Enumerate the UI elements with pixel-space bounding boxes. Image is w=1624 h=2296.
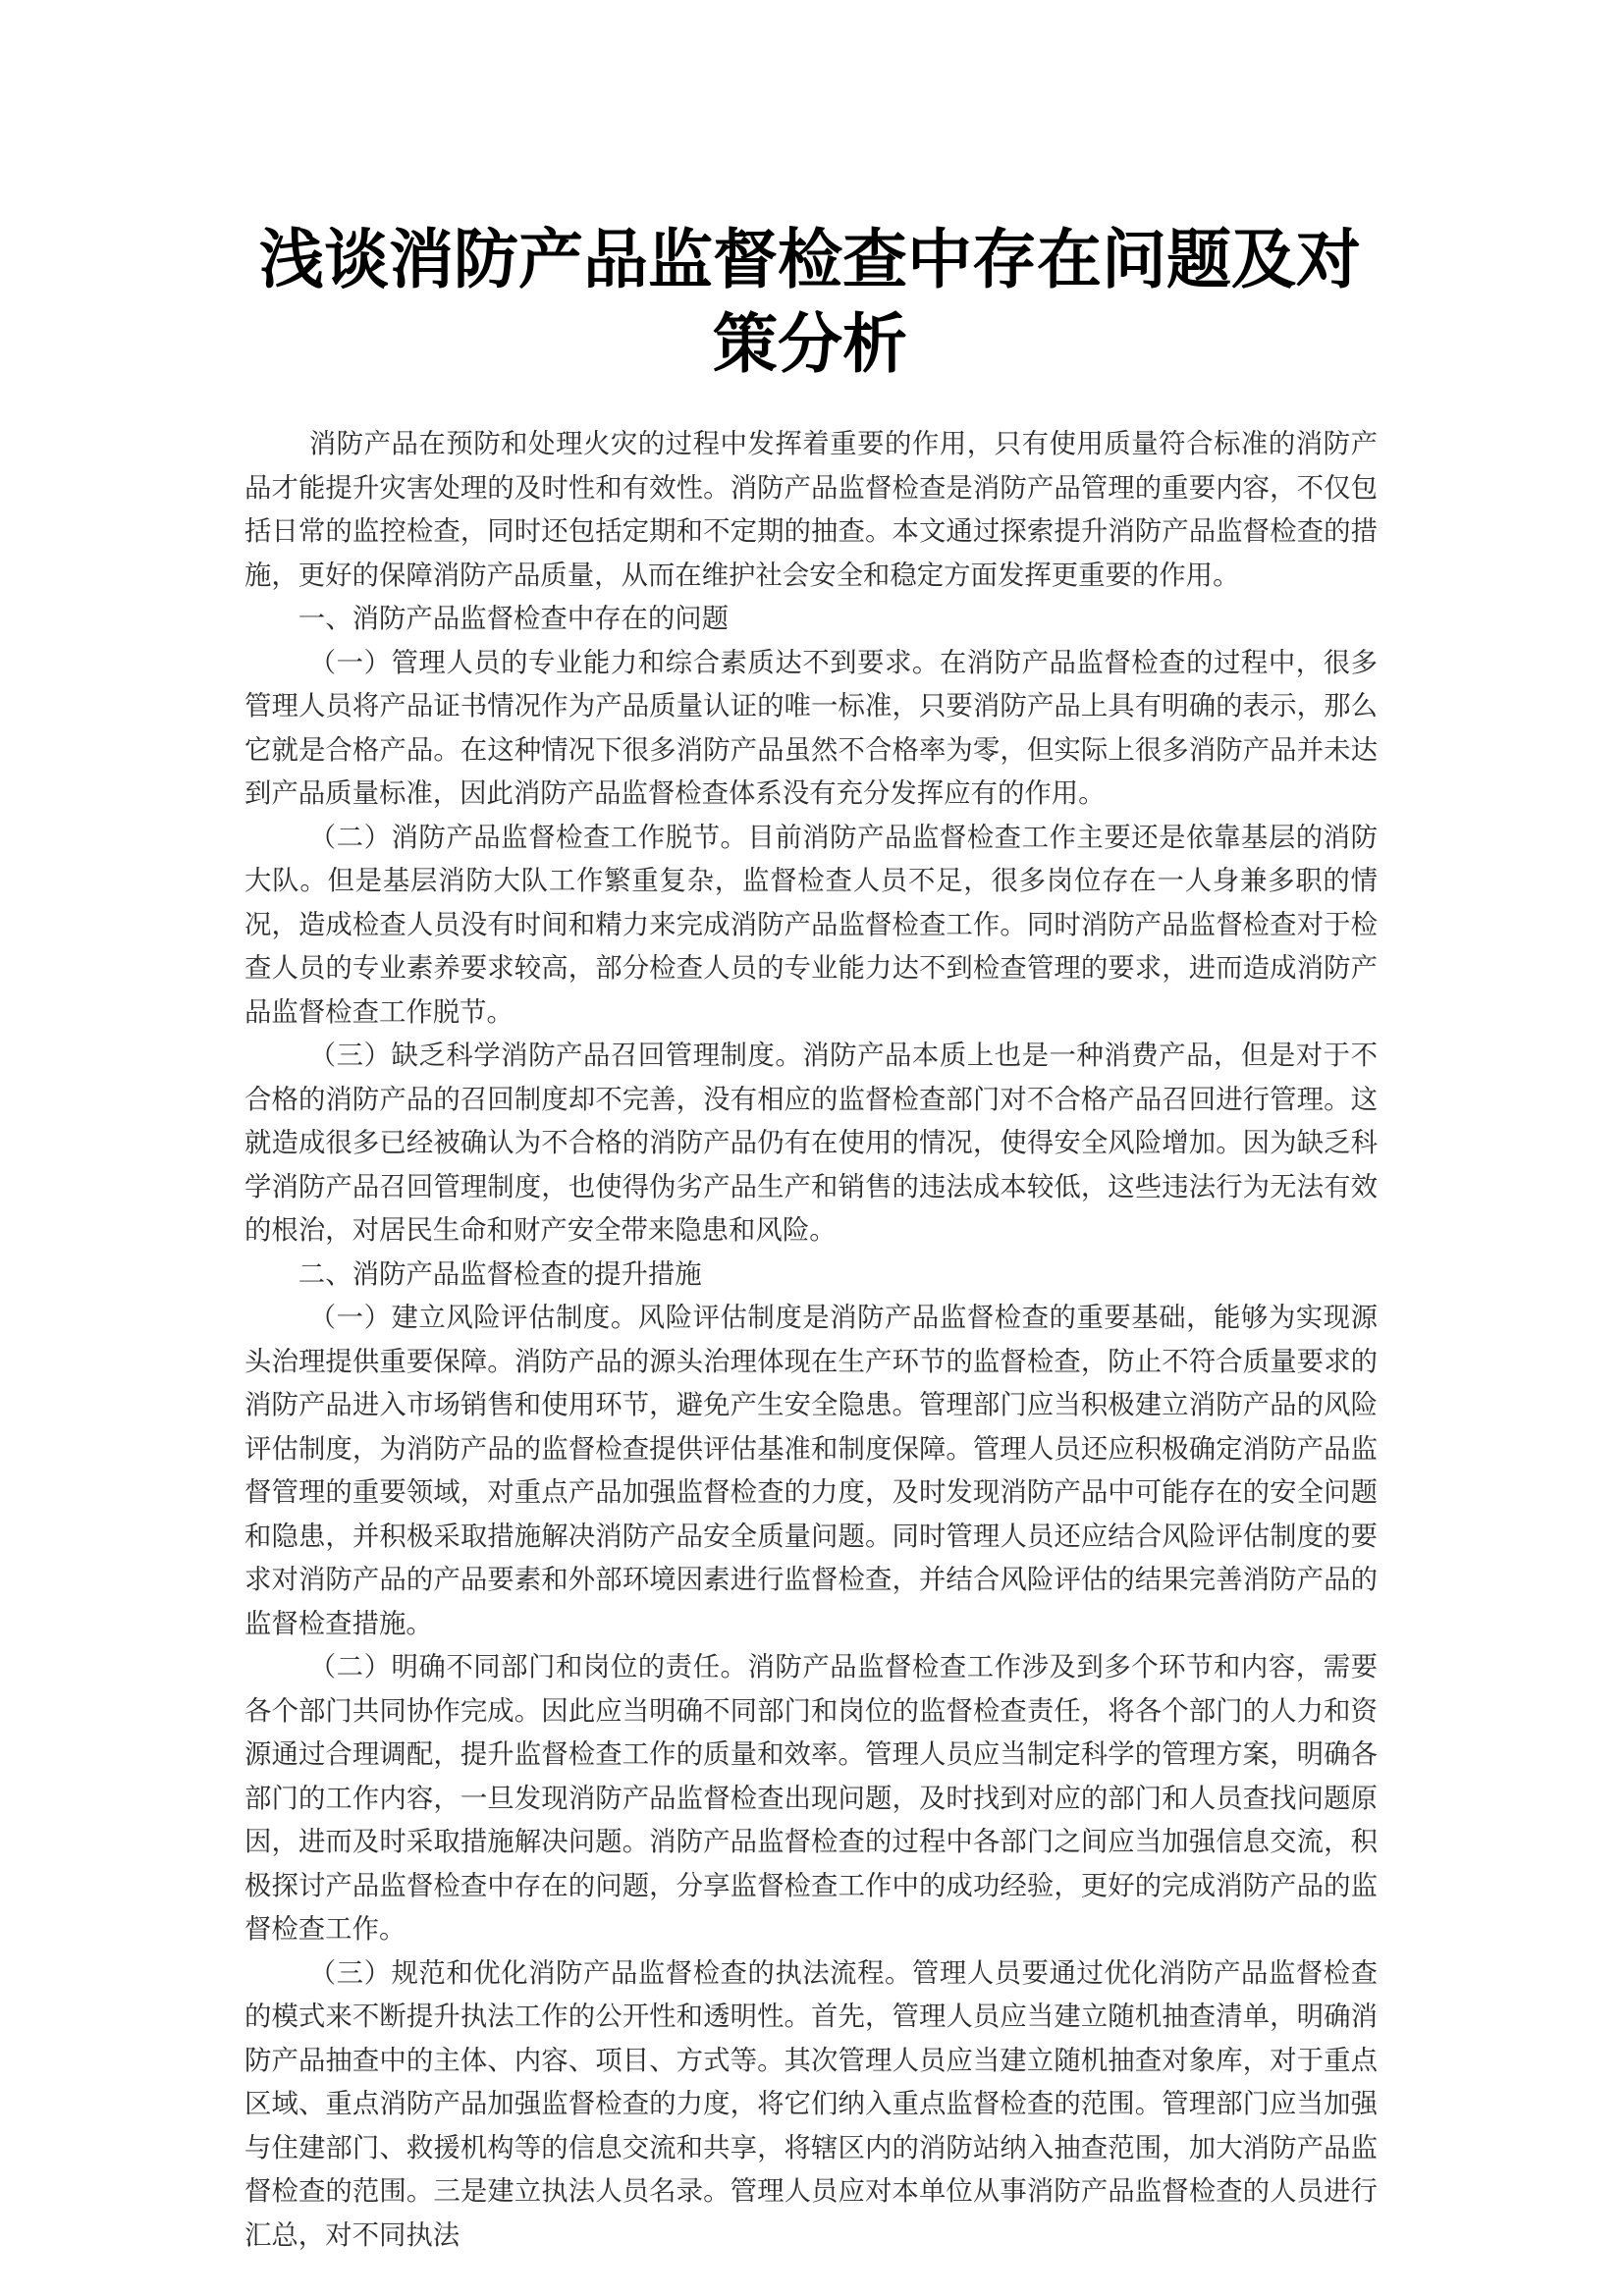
document-title: 浅谈消防产品监督检查中存在问题及对策分析 [259,222,1361,382]
paragraph-1-3: （三）缺乏科学消防产品召回管理制度。消防产品本质上也是一种消费产品，但是对于不合格的消防产品的召回制度却不完善，没有相应的监督检查部门对不合格产品召回进行管理。这就造成很多已经被确认为不合格的消防产品仍有在使用的情况，使得安全风险增加。因为缺乏科学消防产品召回管理制度，也使得伪劣产品生产和销售的违法成本较低，这些违法行为无法有效的根治，对居民生命和财产安全带来隐患和风险。 [244,1041,1378,1246]
paragraph-2-1: （一）建立风险评估制度。风险评估制度是消防产品监督检查的重要基础，能够为实现源头治理提供重要保障。消防产品的源头治理体现在生产环节的监督检查，防止不符合质量要求的消防产品进入市场销售和使用环节，避免产生安全隐患。管理部门应当积极建立消防产品的风险评估制度，为消防产品的监督检查提供评估基准和制度保障。管理人员还应积极确定消防产品监督管理的重要领域，对重点产品加强监督检查的力度，及时发现消防产品中可能存在的安全问题和隐患，并积极采取措施解决消防产品安全质量问题。同时管理人员还应结合风险评估制度的要求对消防产品的产品要素和外部环境因素进行监督检查，并结合风险评估的结果完善消防产品的监督检查措施。 [244,1303,1378,1639]
document-body [244,423,1378,2258]
section-heading-1: 一、消防产品监督检查中存在的问题 [298,604,730,634]
intro-paragraph: 消防产品在预防和处理火灾的过程中发挥着重要的作用，只有使用质量符合标准的消防产品才能提升灾害处理的及时性和有效性。消防产品监督检查是消防产品管理的重要内容，不仅包括日常的监控检查，同时还包括定期和不定期的抽查。本文通过探索提升消防产品监督检查的措施，更好的保障消防产品质量，从而在维护社会安全和稳定方面发挥更重要的作用。 [244,429,1378,591]
section-heading-2: 二、消防产品监督检查的提升措施 [298,1258,702,1290]
paragraph-2-3: （三）规范和优化消防产品监督检查的执法流程。管理人员要通过优化消防产品监督检查的模式来不断提升执法工作的公开性和透明性。首先，管理人员应当建立随机抽查清单，明确消防产品抽查中的主体、内容、项目、方式等。其次管理人员应当建立随机抽查对象库，对于重点区域、重点消防产品加强监督检查的力度，将它们纳入重点监督检查的范围。管理部门应当加强与住建部门、救援机构等的信息交流和共享，将辖区内的消防站纳入抽查范围，加大消防产品监督检查的范围。三是建立执法人员名录。管理人员应对本单位从事消防产品监督检查的人员进行汇总，对不同执法 [244,1957,1378,2251]
paragraph-2-2: （二）明确不同部门和岗位的责任。消防产品监督检查工作涉及到多个环节和内容，需要各个部门共同协作完成。因此应当明确不同部门和岗位的监督检查责任，将各个部门的人力和资源通过合理调配，提升监督检查工作的质量和效率。管理人员应当制定科学的管理方案，明确各部门的工作内容，一旦发现消防产品监督检查出现问题，及时找到对应的部门和人员查找问题原因，进而及时采取措施解决问题。消防产品监督检查的过程中各部门之间应当加强信息交流，积极探讨产品监督检查中存在的问题，分享监督检查工作中的成功经验，更好的完成消防产品的监督检查工作。 [244,1652,1378,1945]
paragraph-1-1: （一）管理人员的专业能力和综合素质达不到要求。在消防产品监督检查的过程中，很多管理人员将产品证书情况作为产品质量认证的唯一标准，只要消防产品上具有明确的表示，那么它就是合格产品。在这种情况下很多消防产品虽然不合格率为零，但实际上很多消防产品并未达到产品质量标准，因此消防产品监督检查体系没有充分发挥应有的作用。 [244,647,1378,809]
paragraph-1-2: （二）消防产品监督检查工作脱节。目前消防产品监督检查工作主要还是依靠基层的消防大队。但是基层消防大队工作繁重复杂，监督检查人员不足，很多岗位存在一人身兼多职的情况，造成检查人员没有时间和精力来完成消防产品监督检查工作。同时消防产品监督检查对于检查人员的专业素养要求较高，部分检查人员的专业能力达不到检查管理的要求，进而造成消防产品监督检查工作脱节。 [244,822,1378,1028]
